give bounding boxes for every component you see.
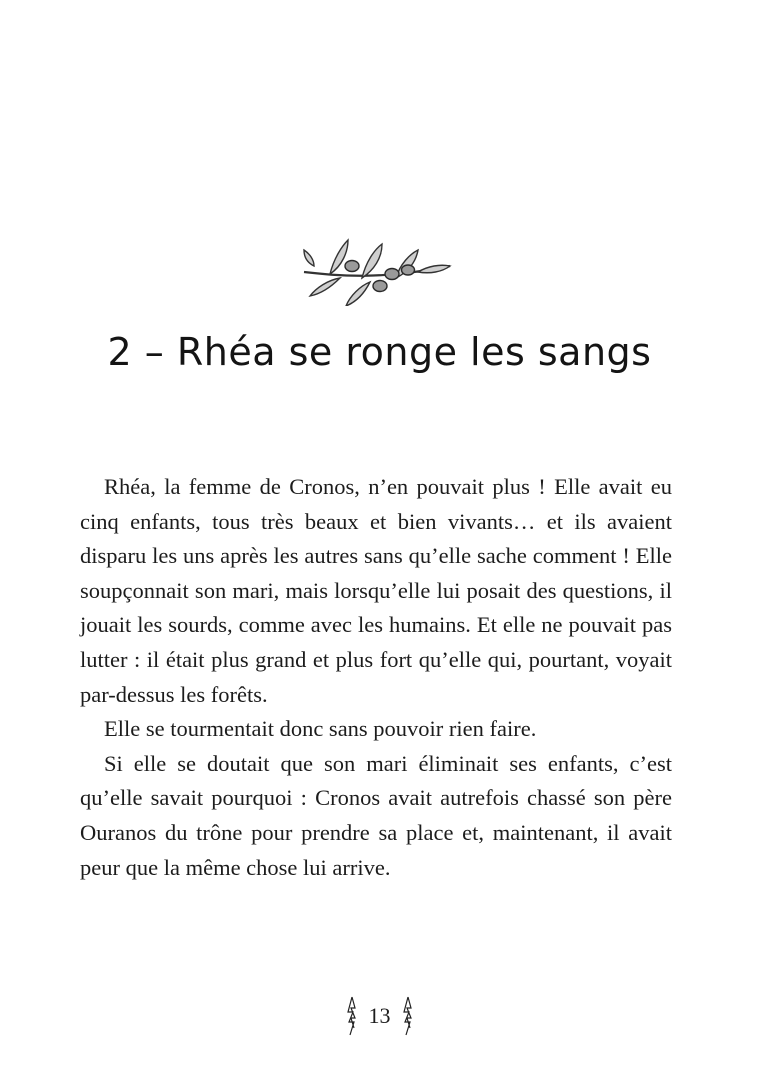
page-number: 13 (368, 1003, 391, 1028)
lightning-bolt-icon (401, 996, 415, 1036)
body-text (80, 470, 672, 885)
page-footer (0, 994, 759, 1038)
olive-branch-icon (300, 236, 456, 306)
chapter-title: 2 – Rhéa se ronge les sangs (107, 330, 652, 374)
paragraph: Si elle se doutait que son mari éliminait ses enfants, c’est qu’elle savait pourquoi : Cronos avait autrefois chassé son père Ouranos du trône pour prendre sa place et, maintenant, il avait peur que la même chose lui arrive. (80, 750, 672, 880)
paragraph: Rhéa, la femme de Cronos, n’en pouvait plus ! Elle avait eu cinq enfants, tous très beaux et bien vivants… et ils avaient disparu les uns après les autres sans qu’elle sache comment ! Elle soupçonnait son mari, mais lorsqu’elle lui posait des questions, il jouait les sourds, comme avec les humains. Et elle ne pouvait pas lutter : il était plus grand et plus fort qu’elle qui, pourtant, voyait par-dessus les forêts. (80, 474, 672, 707)
lightning-bolt-icon (345, 996, 359, 1036)
paragraph: Elle se tourmentait donc sans pouvoir rien faire. (104, 716, 537, 742)
